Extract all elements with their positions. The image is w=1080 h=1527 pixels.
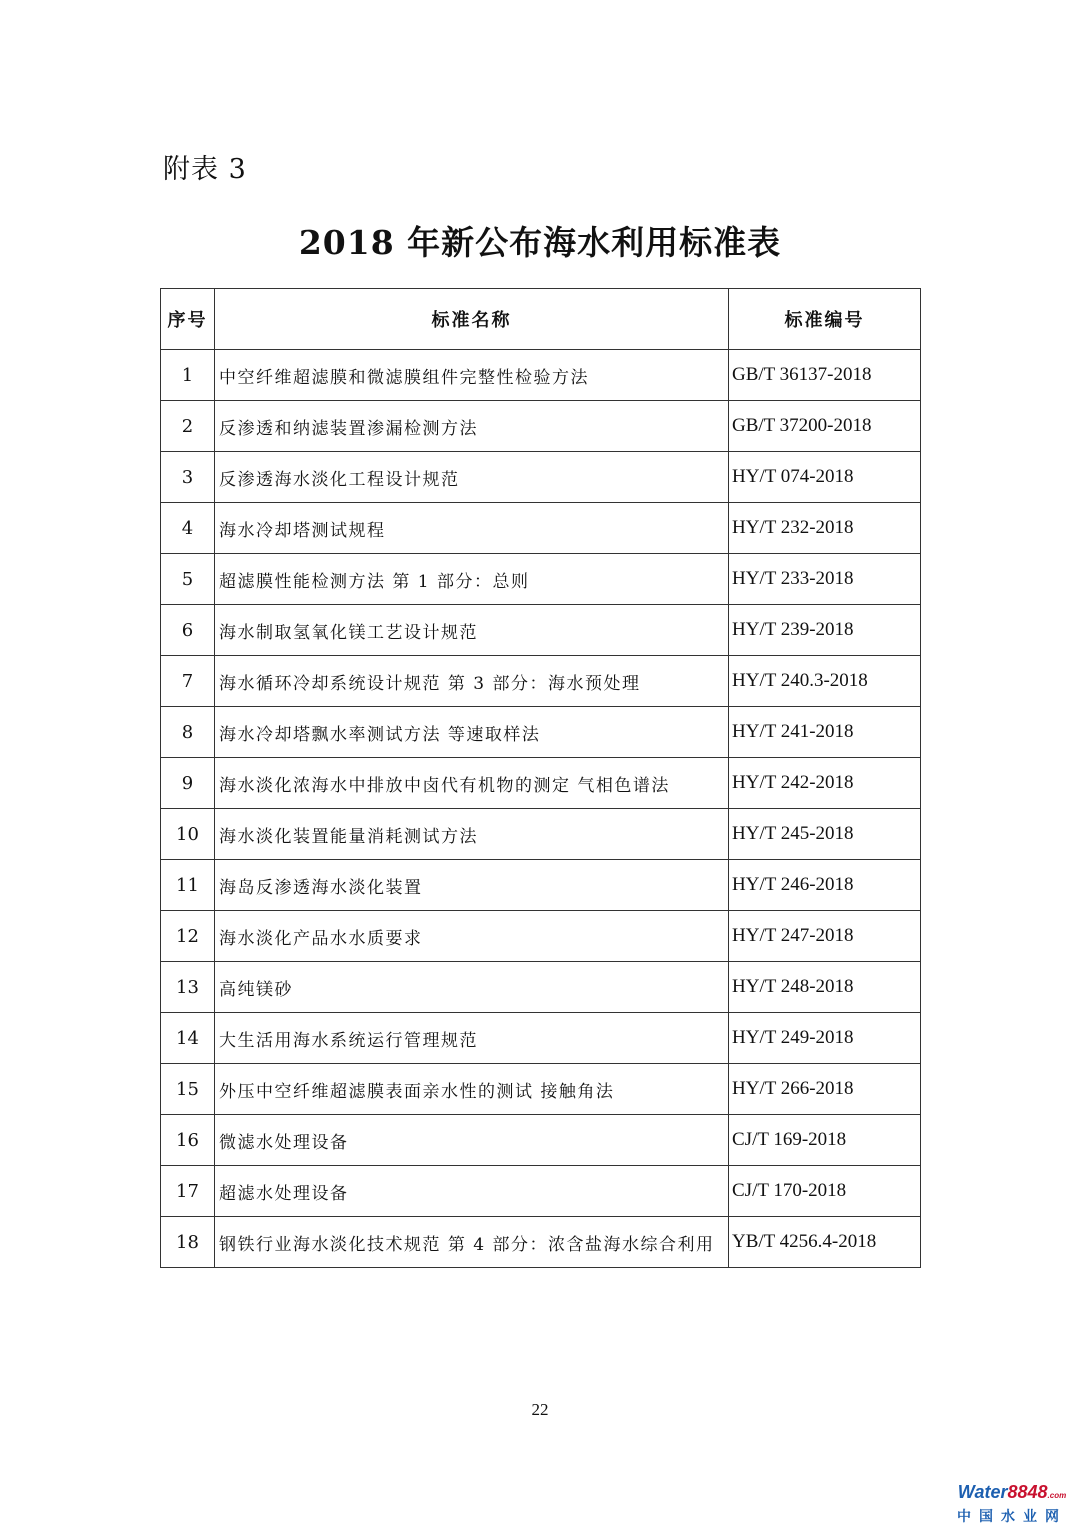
standard-name: 海水淡化浓海水中排放中卤代有机物的测定 气相色谱法 bbox=[215, 758, 729, 809]
table-row bbox=[161, 503, 921, 554]
standard-name: 反渗透和纳滤装置渗漏检测方法 bbox=[215, 401, 729, 452]
watermark-brand-word: Water bbox=[957, 1482, 1008, 1502]
row-number: 1 bbox=[161, 350, 215, 401]
watermark-brand-cn: 中国水业网 bbox=[957, 1508, 1067, 1524]
watermark-brand-suffix: .com bbox=[1047, 1491, 1067, 1500]
table-row bbox=[161, 809, 921, 860]
row-number: 6 bbox=[161, 605, 215, 656]
standard-name: 大生活用海水系统运行管理规范 bbox=[215, 1013, 729, 1064]
row-number: 2 bbox=[161, 401, 215, 452]
standard-code: HY/T 239-2018 bbox=[729, 605, 921, 656]
row-number: 11 bbox=[161, 860, 215, 911]
standard-name: 钢铁行业海水淡化技术规范 第 4 部分：浓含盐海水综合利用 bbox=[215, 1217, 729, 1268]
table-row bbox=[161, 350, 921, 401]
table-row bbox=[161, 962, 921, 1013]
standards-table bbox=[160, 288, 921, 1268]
row-number: 10 bbox=[161, 809, 215, 860]
row-number: 5 bbox=[161, 554, 215, 605]
table-row bbox=[161, 401, 921, 452]
table-row bbox=[161, 656, 921, 707]
standard-code: HY/T 245-2018 bbox=[729, 809, 921, 860]
table-row bbox=[161, 1115, 921, 1166]
header-serial-number: 序号 bbox=[161, 289, 215, 350]
row-number: 18 bbox=[161, 1217, 215, 1268]
standard-name: 微滤水处理设备 bbox=[215, 1115, 729, 1166]
row-number: 13 bbox=[161, 962, 215, 1013]
table-row bbox=[161, 554, 921, 605]
standard-code: HY/T 266-2018 bbox=[729, 1064, 921, 1115]
row-number: 3 bbox=[161, 452, 215, 503]
row-number: 17 bbox=[161, 1166, 215, 1217]
standard-code: GB/T 36137-2018 bbox=[729, 350, 921, 401]
table-row bbox=[161, 1013, 921, 1064]
standard-name: 海水冷却塔飘水率测试方法 等速取样法 bbox=[215, 707, 729, 758]
standard-name: 海水循环冷却系统设计规范 第 3 部分：海水预处理 bbox=[215, 656, 729, 707]
table-row bbox=[161, 605, 921, 656]
table-row bbox=[161, 1166, 921, 1217]
standard-code: HY/T 249-2018 bbox=[729, 1013, 921, 1064]
table-row bbox=[161, 860, 921, 911]
standard-name: 海水冷却塔测试规程 bbox=[215, 503, 729, 554]
standard-code: HY/T 247-2018 bbox=[729, 911, 921, 962]
standard-code: HY/T 248-2018 bbox=[729, 962, 921, 1013]
standard-code: CJ/T 169-2018 bbox=[729, 1115, 921, 1166]
standard-code: YB/T 4256.4-2018 bbox=[729, 1217, 921, 1268]
standard-code: HY/T 232-2018 bbox=[729, 503, 921, 554]
standard-name: 超滤膜性能检测方法 第 1 部分：总则 bbox=[215, 554, 729, 605]
row-number: 8 bbox=[161, 707, 215, 758]
standard-name: 高纯镁砂 bbox=[215, 962, 729, 1013]
standard-name: 海水制取氢氧化镁工艺设计规范 bbox=[215, 605, 729, 656]
row-number: 9 bbox=[161, 758, 215, 809]
standard-name: 超滤水处理设备 bbox=[215, 1166, 729, 1217]
table-row bbox=[161, 452, 921, 503]
row-number: 4 bbox=[161, 503, 215, 554]
table-row bbox=[161, 707, 921, 758]
standard-code: CJ/T 170-2018 bbox=[729, 1166, 921, 1217]
row-number: 16 bbox=[161, 1115, 215, 1166]
table-row bbox=[161, 1064, 921, 1115]
site-watermark-logo bbox=[950, 1482, 1074, 1524]
standard-name: 海水淡化装置能量消耗测试方法 bbox=[215, 809, 729, 860]
table-row bbox=[161, 911, 921, 962]
row-number: 15 bbox=[161, 1064, 215, 1115]
header-standard-name: 标准名称 bbox=[215, 289, 729, 350]
appendix-label: 附表 3 bbox=[163, 154, 247, 185]
row-number: 12 bbox=[161, 911, 215, 962]
standard-code: GB/T 37200-2018 bbox=[729, 401, 921, 452]
standard-name: 中空纤维超滤膜和微滤膜组件完整性检验方法 bbox=[215, 350, 729, 401]
table-header-row bbox=[161, 289, 921, 350]
watermark-brand-number: 8848 bbox=[1007, 1482, 1048, 1502]
document-title: 2018 年新公布海水利用标准表 bbox=[298, 223, 782, 262]
standard-code: HY/T 246-2018 bbox=[729, 860, 921, 911]
standard-code: HY/T 241-2018 bbox=[729, 707, 921, 758]
standard-name: 海水淡化产品水水质要求 bbox=[215, 911, 729, 962]
standard-name: 外压中空纤维超滤膜表面亲水性的测试 接触角法 bbox=[215, 1064, 729, 1115]
table-row bbox=[161, 1217, 921, 1268]
standard-name: 海岛反渗透海水淡化装置 bbox=[215, 860, 729, 911]
page-number: 22 bbox=[531, 1400, 549, 1419]
row-number: 14 bbox=[161, 1013, 215, 1064]
standard-code: HY/T 242-2018 bbox=[729, 758, 921, 809]
standard-code: HY/T 240.3-2018 bbox=[729, 656, 921, 707]
row-number: 7 bbox=[161, 656, 215, 707]
standard-code: HY/T 074-2018 bbox=[729, 452, 921, 503]
standard-name: 反渗透海水淡化工程设计规范 bbox=[215, 452, 729, 503]
standard-code: HY/T 233-2018 bbox=[729, 554, 921, 605]
header-standard-code: 标准编号 bbox=[729, 289, 921, 350]
table-row bbox=[161, 758, 921, 809]
watermark-brand bbox=[950, 1482, 1074, 1506]
